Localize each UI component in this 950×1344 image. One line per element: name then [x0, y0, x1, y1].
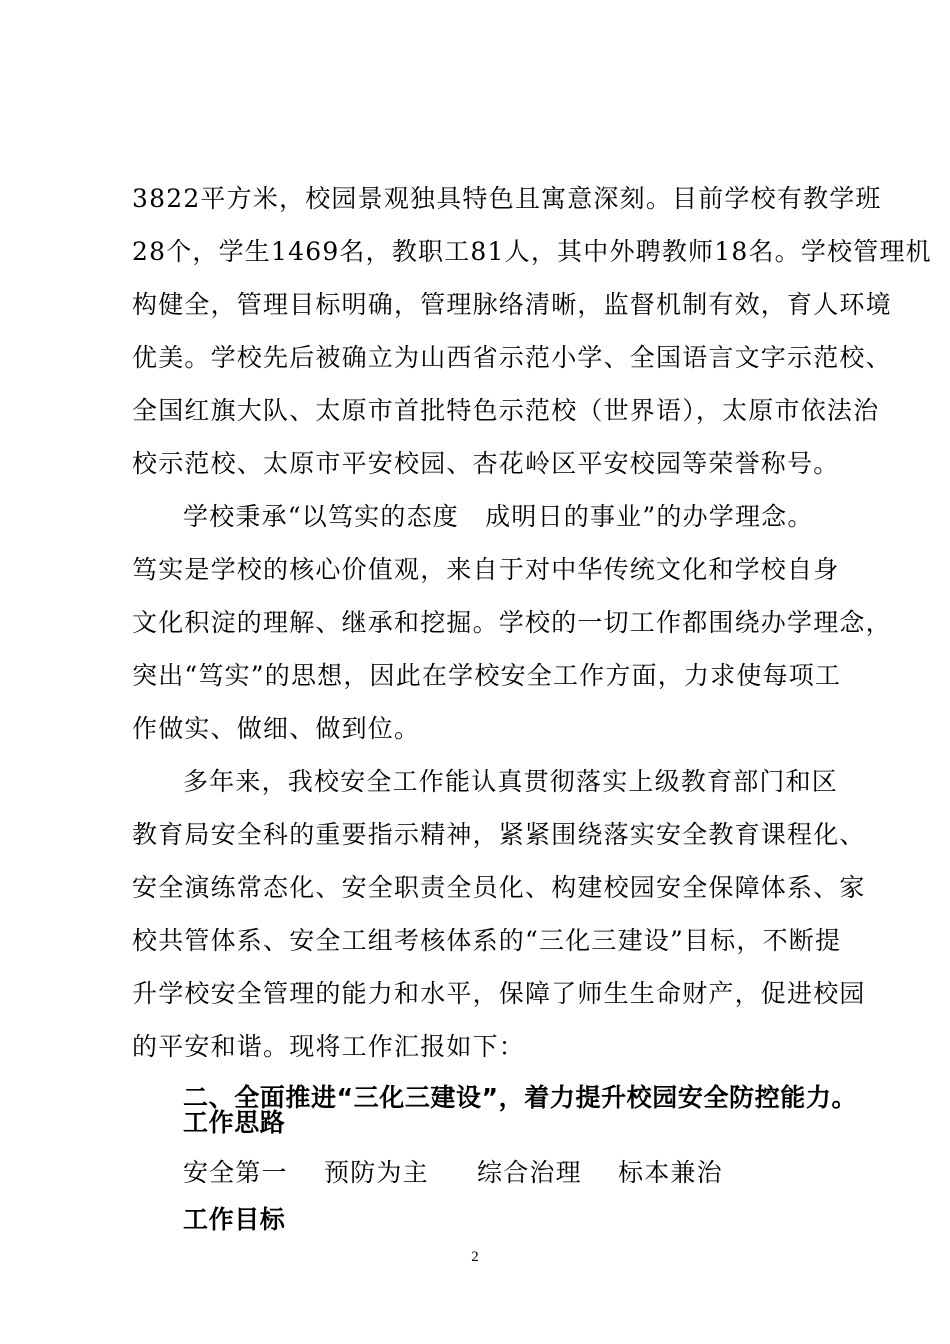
paragraph-line: 多年来，我校安全工作能认真贯彻落实上级教育部门和区: [183, 767, 839, 796]
motto-item: 安全第一: [183, 1158, 288, 1187]
subheading-approach: 工作思路: [183, 1108, 286, 1137]
paragraph-line: 教育局安全科的重要指示精神，紧紧围绕落实安全教育课程化、: [132, 820, 866, 849]
page-number: 2: [471, 1249, 479, 1265]
paragraph-line: 3822平方米，校园景观独具特色且寓意深刻。目前学校有教学班: [132, 184, 882, 213]
paragraph-line: 突出“笃实”的思想，因此在学校安全工作方面，力求使每项工: [132, 661, 842, 690]
paragraph-line: 校示范校、太原市平安校园、杏花岭区平安校园等荣誉称号。: [132, 449, 840, 478]
paragraph-line: 全国红旗大队、太原市首批特色示范校（世界语），太原市依法治: [132, 396, 880, 425]
paragraph-line: 构健全，管理目标明确，管理脉络清晰，监督机制有效，育人环境: [132, 290, 892, 319]
paragraph-line: 文化积淀的理解、继承和挖掘。学校的一切工作都围绕办学理念，: [132, 608, 892, 637]
paragraph-line: 笃实是学校的核心价值观，来自于对中华传统文化和学校自身: [132, 555, 840, 584]
paragraph-line: 升学校安全管理的能力和水平，保障了师生生命财产，促进校园: [132, 979, 866, 1008]
section-heading: 二、全面推进“三化三建设”，着力提升校园安全防控能力。: [183, 1083, 858, 1112]
paragraph-line: 28个，学生1469名，教职工81人，其中外聘教师18名。学校管理机: [132, 237, 932, 266]
paragraph-line: 校共管体系、安全工组考核体系的“三化三建设”目标，不断提: [132, 926, 842, 955]
motto-item: 综合治理: [477, 1158, 582, 1187]
subheading-goal: 工作目标: [183, 1205, 286, 1234]
paragraph-line: 安全演练常态化、安全职责全员化、构建校园安全保障体系、家: [132, 873, 866, 902]
motto-item: 标本兼治: [618, 1158, 723, 1187]
paragraph-line: 优美。学校先后被确立为山西省示范小学、全国语言文字示范校、: [132, 343, 892, 372]
paragraph-line: 学校秉承“以笃实的态度 成明日的事业”的办学理念。: [183, 502, 814, 531]
paragraph-line: 的平安和谐。现将工作汇报如下：: [132, 1032, 526, 1061]
motto-item: 预防为主: [324, 1158, 429, 1187]
paragraph-line: 作做实、做细、做到位。: [132, 714, 421, 743]
